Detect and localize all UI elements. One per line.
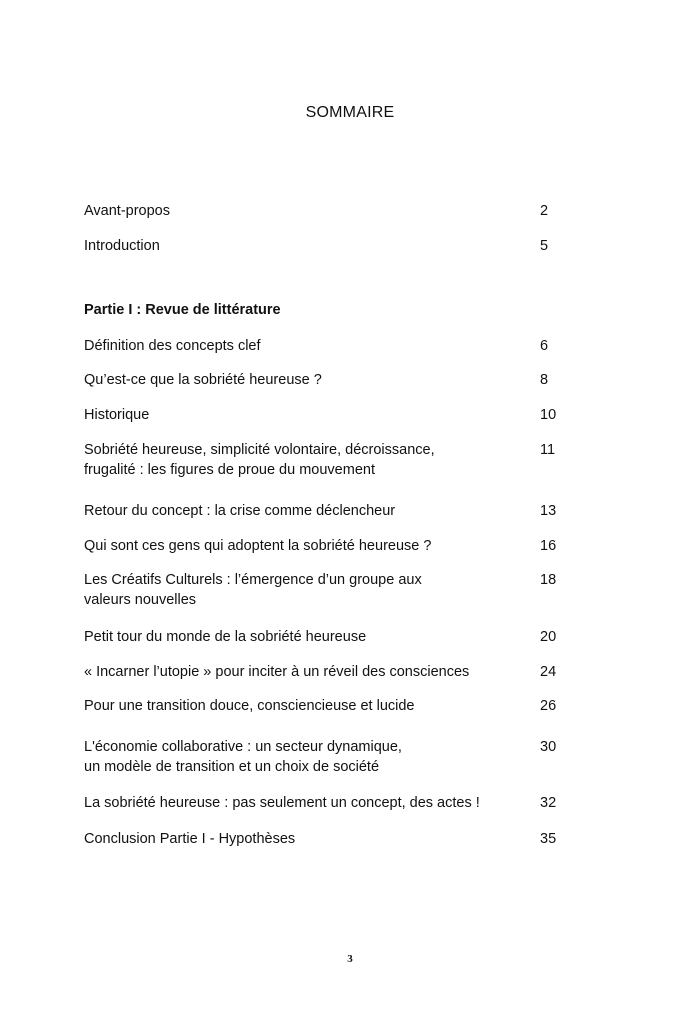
toc-entry-page: 18 [540, 572, 557, 588]
toc-entry-label: Pour une transition douce, consciencieuse et lucide [84, 698, 415, 714]
toc-entry-page: 11 [540, 442, 556, 458]
page-number: 3 [347, 953, 353, 965]
section-heading-part1: Partie I : Revue de littérature [84, 302, 281, 318]
toc-entry-label: Les Créatifs Culturels : l’émergence d’un groupe aux valeurs nouvelles [84, 572, 422, 608]
toc-entry-page: 6 [540, 338, 549, 354]
toc-entry-label: Qu’est-ce que la sobriété heureuse ? [84, 372, 322, 388]
toc-entry-label: Définition des concepts clef [84, 338, 261, 354]
toc-entry-label: Qui sont ces gens qui adoptent la sobriété heureuse ? [84, 538, 432, 554]
toc-entry-page: 26 [540, 698, 557, 714]
toc-entry-label: L'économie collaborative : un secteur dynamique, un modèle de transition et un choix de société [84, 739, 402, 775]
toc-entry-label: « Incarner l’utopie » pour inciter à un réveil des consciences [84, 664, 470, 680]
toc-entry-page: 30 [540, 739, 557, 755]
toc-entry-page: 20 [540, 629, 557, 645]
toc-entry-label: Historique [84, 407, 150, 423]
toc-entry-label: Petit tour du monde de la sobriété heureuse [84, 629, 367, 645]
toc-entry-page: 32 [540, 795, 557, 811]
toc-entry-label: Conclusion Partie I - Hypothèses [84, 831, 296, 847]
toc-entry-page: 16 [540, 538, 557, 554]
toc-entry-page: 13 [540, 503, 557, 519]
toc-entry-page: 8 [540, 372, 549, 388]
toc-entry-page: 2 [540, 203, 549, 219]
toc-entry-page: 5 [540, 238, 549, 254]
toc-entry-page: 10 [540, 407, 557, 423]
toc-entry-label: La sobriété heureuse : pas seulement un concept, des actes ! [84, 795, 480, 811]
toc-entry-label: Introduction [84, 238, 160, 254]
page-title: SOMMAIRE [305, 104, 395, 121]
toc-entry-label: Retour du concept : la crise comme déclencheur [84, 503, 396, 519]
toc-entry-label: Sobriété heureuse, simplicité volontaire, décroissance, frugalité : les figures de proue du mouvement [84, 442, 435, 478]
toc-entry-label: Avant-propos [84, 203, 170, 219]
toc-entry-page: 24 [540, 664, 557, 680]
toc-entry-page: 35 [540, 831, 557, 847]
